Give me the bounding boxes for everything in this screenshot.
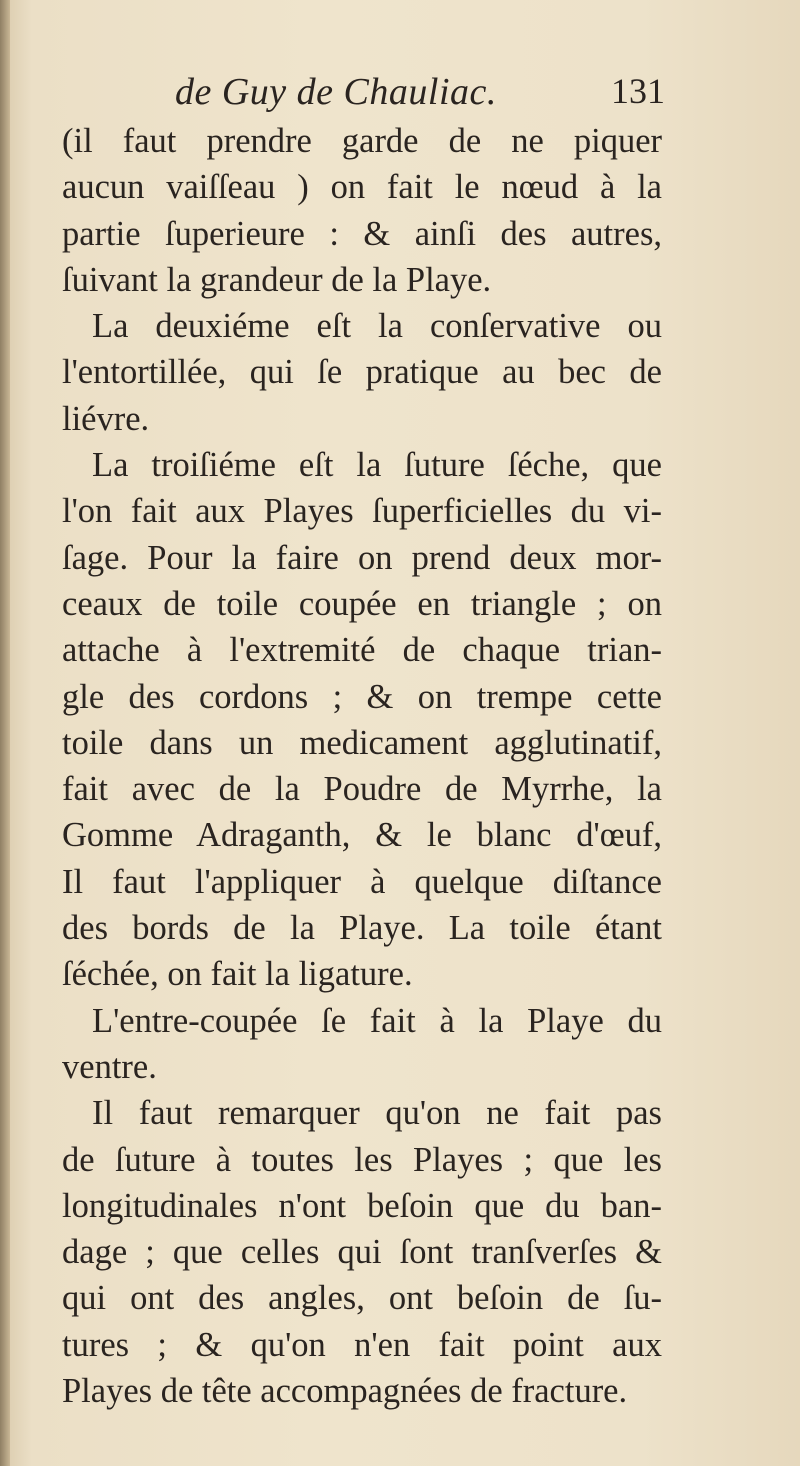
text-line: ſéchée, on fait la ligature. — [62, 955, 413, 994]
text-line: longitudinales n'ont beſoin que du ban- — [62, 1186, 662, 1225]
text-line: de ſuture à toutes les Playes ; que les — [62, 1140, 662, 1179]
text-line: Il faut remarquer qu'on ne fait pas — [92, 1094, 662, 1133]
text-line: ventre. — [62, 1047, 157, 1086]
text-line: tures ; & qu'on n'en fait point aux — [62, 1325, 662, 1364]
text-line: partie ſuperieure : & ainſi des autres, — [62, 214, 662, 253]
text-line: La troiſiéme eſt la ſuture ſéche, que — [92, 446, 662, 485]
text-line: aucun vaiſſeau ) on fait le nœud à la — [62, 168, 662, 207]
text-line: l'on fait aux Playes ſuperficielles du vi- — [62, 492, 662, 531]
page-number: 131 — [611, 71, 665, 111]
text-line: l'entortillée, qui ſe pratique au bec de — [62, 353, 662, 392]
text-line: ſage. Pour la faire on prend deux mor- — [62, 538, 662, 577]
text-line: des bords de la Playe. La toile étant — [62, 909, 662, 948]
text-line: gle des cordons ; & on trempe cette — [62, 677, 662, 716]
text-line: ſuivant la grandeur de la Playe. — [62, 260, 492, 299]
text-line: Playes de tête accompagnées de fracture. — [62, 1372, 628, 1411]
running-title: de Guy de Chauliac. — [175, 71, 497, 113]
body-text — [62, 118, 662, 1414]
text-line: La deuxiéme eſt la conſervative ou — [92, 307, 662, 346]
text-line: attache à l'extremité de chaque trian- — [62, 631, 662, 670]
text-line: dage ; que celles qui ſont tranſverſes & — [62, 1233, 662, 1272]
text-line: Gomme Adraganth, & le blanc d'œuf, — [62, 816, 662, 855]
text-line: Il faut l'appliquer à quelque diſtance — [62, 862, 662, 901]
text-line: L'entre-coupée ſe fait à la Playe du — [92, 1001, 662, 1040]
text-line: liévre. — [62, 399, 150, 438]
text-line: ceaux de toile coupée en triangle ; on — [62, 584, 662, 623]
text-line: fait avec de la Poudre de Myrrhe, la — [62, 770, 662, 809]
text-line: (il faut prendre garde de ne piquer — [62, 122, 662, 160]
page-gutter — [0, 0, 10, 1466]
text-line: qui ont des angles, ont beſoin de ſu- — [62, 1279, 662, 1318]
text-line: toile dans un medicament agglutinatif, — [62, 723, 662, 762]
